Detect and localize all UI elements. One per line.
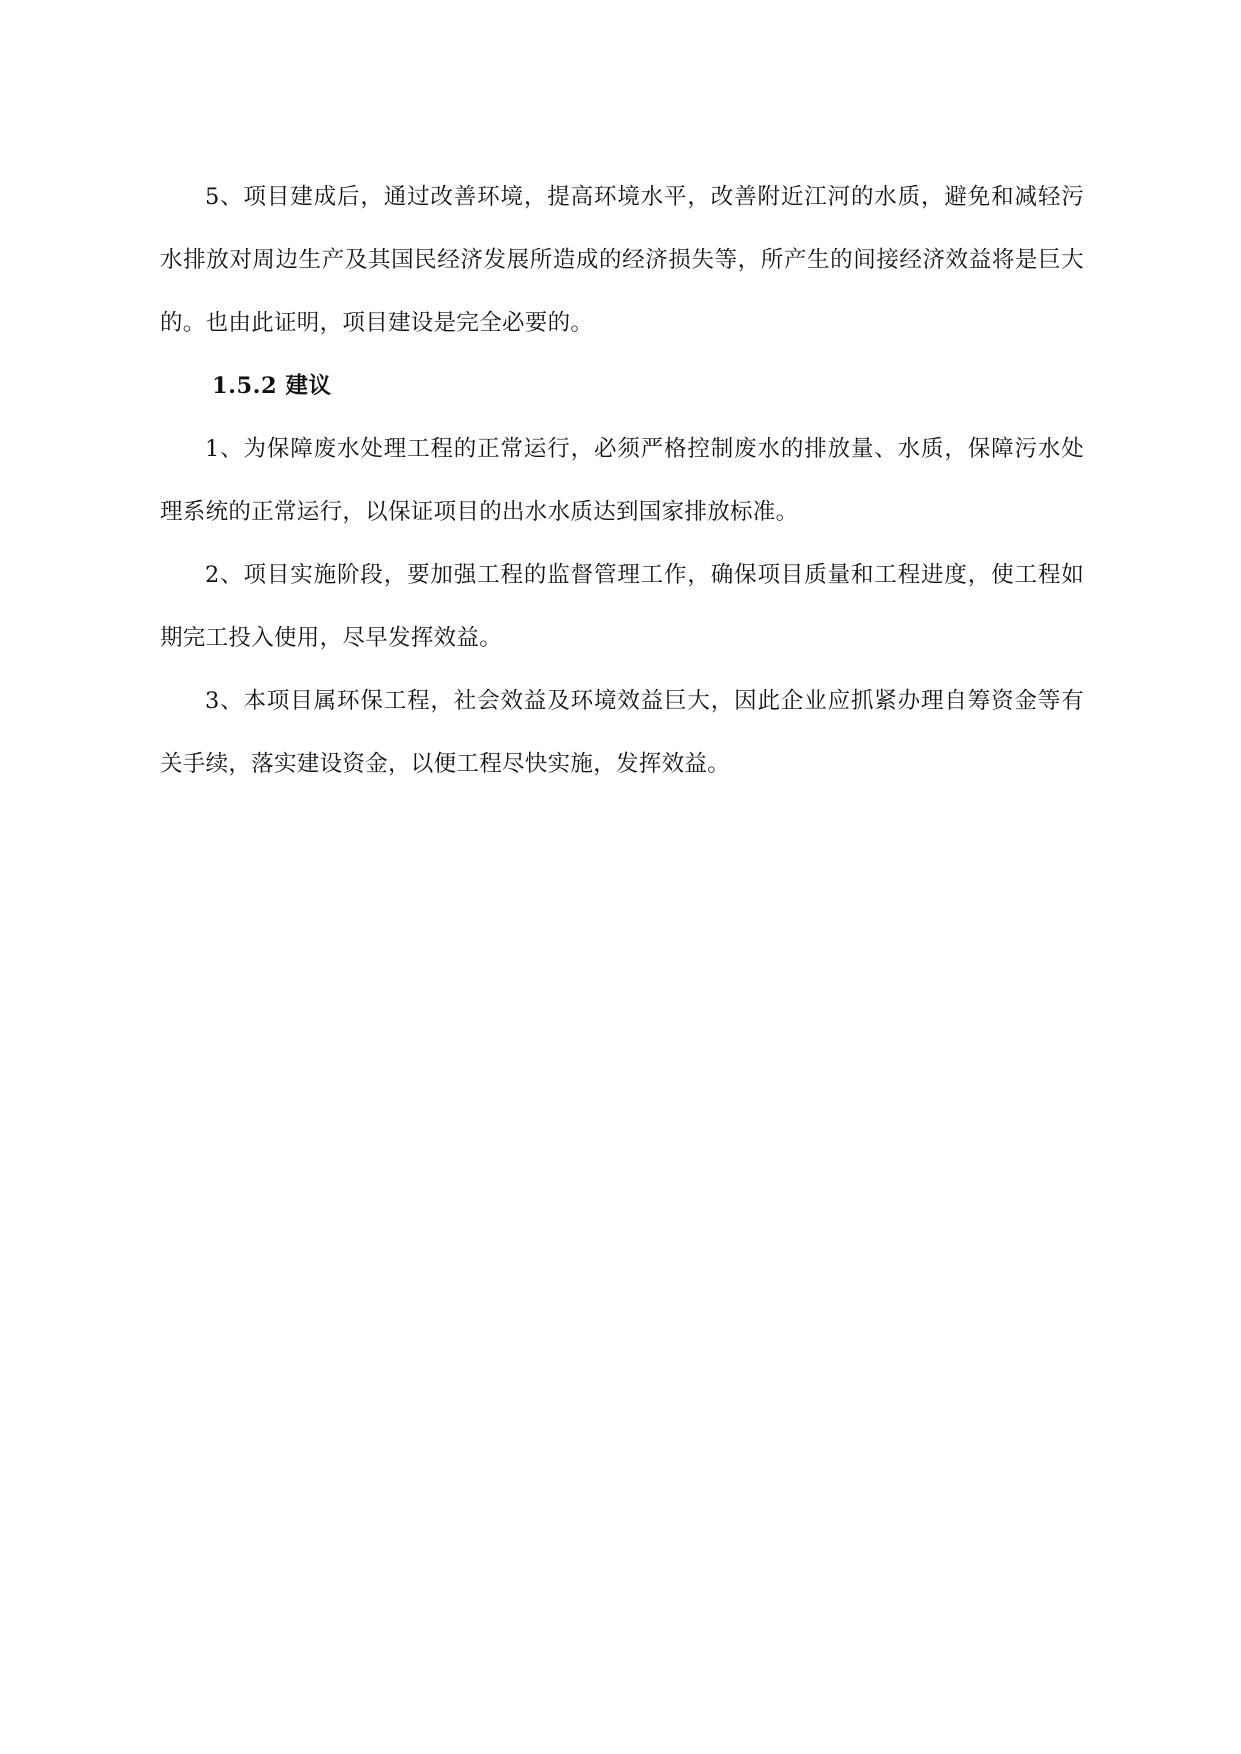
document-body (160, 166, 1084, 796)
paragraph-item-5: 5、项目建成后，通过改善环境，提高环境水平，改善附近江河的水质，避免和减轻污水排放对周边生产及其国民经济发展所造成的经济损失等，所产生的间接经济效益将是巨大的。也由此证明，项目建设是完全必要的。 (160, 184, 1084, 336)
section-heading: 1.5.2 建议 (212, 373, 332, 399)
recommendation-item-2: 2、项目实施阶段，要加强工程的监督管理工作，确保项目质量和工程进度，使工程如期完工投入使用，尽早发挥效益。 (160, 562, 1084, 651)
recommendation-item-3: 3、本项目属环保工程，社会效益及环境效益巨大，因此企业应抓紧办理自筹资金等有关手续，落实建设资金，以便工程尽快实施，发挥效益。 (160, 688, 1084, 777)
recommendation-item-1: 1、为保障废水处理工程的正常运行，必须严格控制废水的排放量、水质，保障污水处理系统的正常运行，以保证项目的出水水质达到国家排放标准。 (160, 436, 1084, 525)
